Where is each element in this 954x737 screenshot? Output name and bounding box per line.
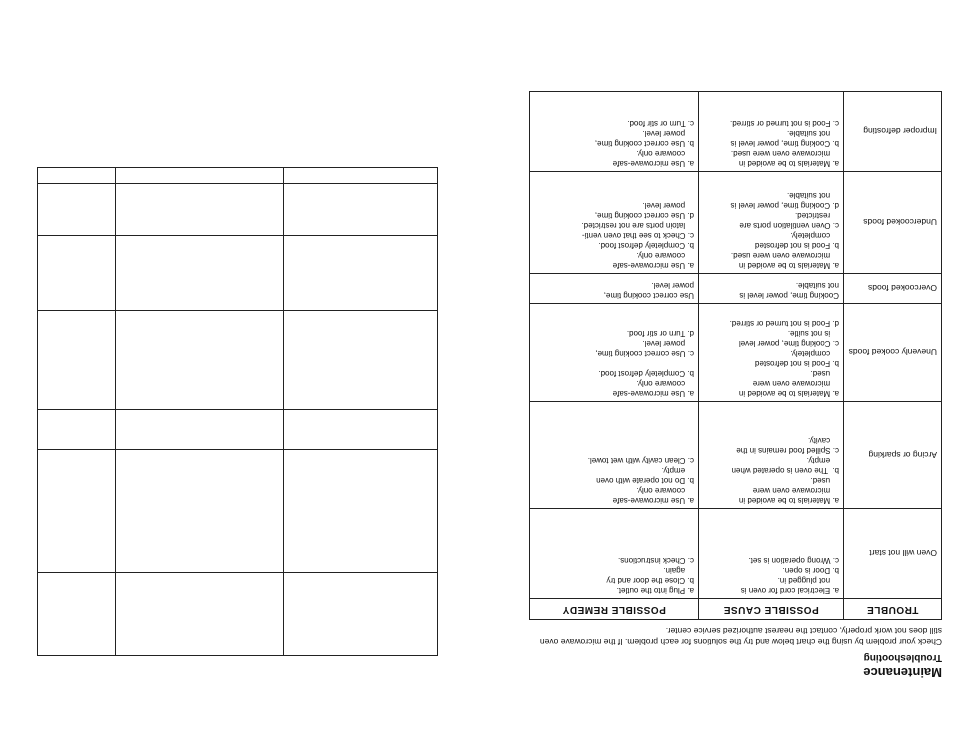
remedy-line: b. Close the door and try [606,576,694,585]
table-row [530,509,942,599]
remedy-line: d. Turn or stir food. [626,329,694,338]
remedy-line: c. Clean cavity with wet towel. [587,456,694,465]
cause-line: microwave oven were used. [730,149,839,158]
table-row [530,274,942,304]
remedy-line: power level. [642,339,694,348]
remedy-line: a. Use microwave-safe [612,261,694,270]
troubleshooting-table [529,91,942,620]
remedy-line: cooware only. [636,251,694,260]
trouble-cell: Oven will not start [844,509,942,599]
remedy-line: a. Use microwave-safe [612,496,694,505]
notes-row-divider [38,183,437,184]
cause-line: completely. [790,349,839,358]
notes-row-divider [38,235,437,236]
table-row [530,92,942,172]
cause-line: empty. [806,456,839,465]
remedy-cell [530,509,699,599]
remedy-line: power level. [651,281,694,290]
cause-line: used. [810,369,839,378]
cause-line: is not suitle. [787,329,839,338]
remedy-line: latoin ports are not restricted. [581,221,694,230]
cause-line: b. Food is not defrosted [754,241,839,250]
cause-line: a. Electrical cord for oven is [740,586,839,595]
remedy-line: cooware only. [636,379,694,388]
remedy-line: c. Use correct cooking time, [595,349,694,358]
remedy-cell [530,274,699,304]
cause-line: completely. [790,231,839,240]
remedy-line: Use correct cooking time, [603,291,694,300]
notes-column-divider [115,168,116,655]
remedy-line: b. Do not operate with oven [596,476,694,485]
remedy-line: d. Use correct cooking time, [594,211,694,220]
cause-line: a. Materials to be avoided in [738,496,839,505]
remedy-line: c. Check to see that oven venti- [581,231,694,240]
remedy-line [534,358,694,368]
notes-table [37,167,438,656]
remedy-line: a. Plug into the outlet. [616,586,694,595]
cause-line: a. Materials to be avoided in [738,159,839,168]
cause-line: b. The oven is operated when [731,466,839,475]
remedy-line: b. Completely defrost food. [598,369,694,378]
cause-line: c. Spilled food remains in the [736,446,839,455]
remedy-line: a. Use microwave-safe [612,389,694,398]
header-trouble: TROUBLE [844,599,942,620]
cause-line: not suitable. [795,281,839,290]
cause-line: b. Cooking time, power level is [730,139,839,148]
notes-row-divider [38,572,437,573]
notes-row-divider [38,449,437,450]
remedy-line: a. Use microwave-safe [612,159,694,168]
header-possible-cause: POSSIBLE CAUSE [699,599,844,620]
trouble-cell: Undercooked foods [844,172,942,274]
remedy-line: c. Check instructions. [617,556,694,565]
cause-line: microwave oven were [752,486,839,495]
table-row [530,402,942,509]
notes-row-divider [38,310,437,311]
cause-line: c. Oven ventilation ports are [739,221,839,230]
remedy-line: power level. [642,129,694,138]
cause-line: c. Cooking time, power level [738,339,839,348]
table-row [530,304,942,402]
remedy-cell [530,304,699,402]
remedy-line: cooware only. [636,149,694,158]
intro-text: Check your problem by using the chart below and try the solutions for each problem. If the microwave oven still does not work properly, contact the nearest authorized service center. [539,626,942,647]
table-header-row [530,599,942,620]
trouble-cell: Improper defrosting [844,92,942,172]
section-title: Troubleshooting [863,652,942,663]
cause-line: microwave oven were [752,379,839,388]
trouble-cell: Unevenly cooked foods [844,304,942,402]
remedy-line: empty. [661,466,694,475]
notes-row-divider [38,409,437,410]
troubleshooting-page [530,70,942,680]
cause-line: a. Materials to be avoided in [738,261,839,270]
cause-line: c. Food is not turned or stirred. [730,119,839,128]
cause-line: b. Door is open. [782,566,839,575]
cause-cell [699,274,844,304]
notes-column-divider [283,168,284,655]
cause-cell [699,92,844,172]
cause-cell [699,304,844,402]
cause-line: not plugged in. [777,576,839,585]
page-title: Maintenance [863,665,942,680]
remedy-line: b. Completely defrost food. [598,241,694,250]
trouble-cell: Arcing or sparking [844,402,942,509]
cause-cell [699,509,844,599]
cause-line: b. Food is not defrosted [754,359,839,368]
cause-line: a. Materials to be avoided in [738,389,839,398]
cause-line: cavity. [808,436,839,445]
remedy-line: power level. [642,201,694,210]
header-possible-remedy: POSSIBLE REMEDY [530,599,699,620]
cause-cell [699,402,844,509]
remedy-cell [530,402,699,509]
remedy-line: c. Turn or stir food. [627,119,694,128]
remedy-line: cooware only. [636,486,694,495]
cause-line: microwave oven were used. [730,251,839,260]
cause-line: d. Food is not turned or stirred. [729,319,839,328]
cause-line: restricted. [794,211,839,220]
remedy-cell [530,92,699,172]
cause-line: c. Wrong operation is set. [748,556,839,565]
trouble-cell: Overcooked foods [844,274,942,304]
cause-line: d. Cooking time, power level is [730,201,839,210]
remedy-line: again. [663,566,694,575]
cause-cell [699,172,844,274]
cause-line: used. [810,476,839,485]
cause-line: Cooking time, power level is [739,291,839,300]
cause-line: not suitable. [786,191,839,200]
table-row [530,172,942,274]
remedy-line: b. Use correct cooking time, [594,139,694,148]
cause-line: not suitable. [786,129,839,138]
remedy-cell [530,172,699,274]
